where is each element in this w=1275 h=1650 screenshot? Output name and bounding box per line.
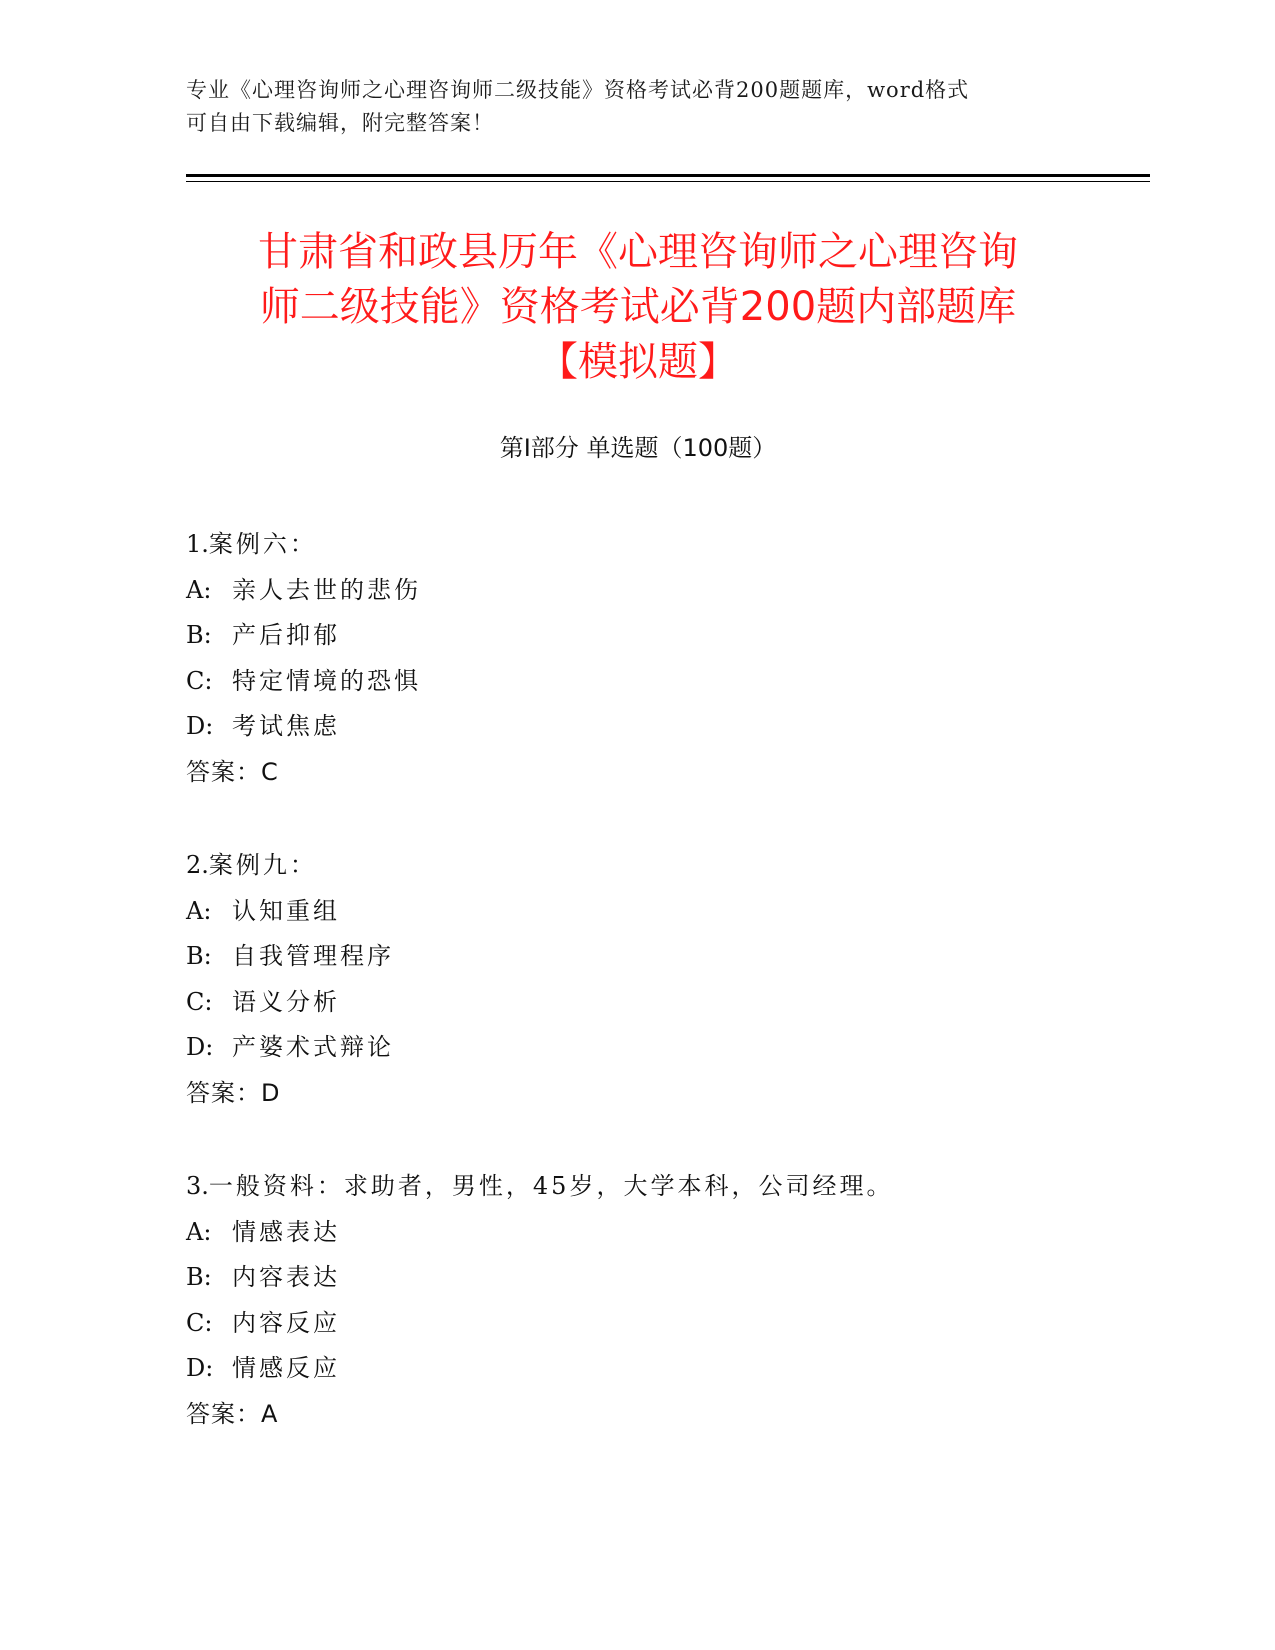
option-d	[186, 1027, 1150, 1073]
option-key: A:	[186, 1217, 212, 1246]
document-title-line-2: 师二级技能》资格考试必背200题内部题库	[259, 284, 1017, 330]
option-key: D:	[186, 712, 214, 740]
option-c	[186, 982, 1150, 1028]
option-text: 亲人去世的悲伤	[232, 575, 421, 604]
option-text: 认知重组	[232, 896, 340, 925]
option-text: 情感表达	[232, 1217, 340, 1246]
option-c	[186, 661, 1150, 707]
option-text: 情感反应	[232, 1354, 340, 1382]
answer: 答案：D	[186, 1078, 281, 1107]
header-note	[186, 74, 1066, 140]
option-key: B:	[186, 621, 212, 649]
option-a	[186, 1212, 1150, 1258]
document-title	[186, 225, 1090, 390]
option-a	[186, 570, 1150, 616]
question-stem-text: 一般资料：求助者，男性，45岁，大学本科，公司经理。	[208, 1172, 894, 1200]
section-heading: 第I部分 单选题（100题）	[499, 434, 777, 462]
question-list	[186, 524, 1150, 1487]
option-text: 产后抑郁	[232, 621, 340, 649]
document-title-line-3: 【模拟题】	[538, 339, 738, 385]
header-rule-thin	[186, 181, 1150, 182]
option-key: C:	[186, 666, 213, 695]
question-number: 1.	[186, 530, 209, 558]
option-text: 自我管理程序	[232, 942, 394, 970]
header-note-line-2: 可自由下载编辑，附完整答案！	[186, 111, 494, 135]
option-key: C:	[186, 1308, 213, 1337]
question-stem	[186, 845, 1150, 891]
option-key: B:	[186, 942, 212, 970]
option-key: B:	[186, 1263, 212, 1291]
option-text: 产婆术式辩论	[232, 1033, 394, 1061]
option-key: A:	[186, 896, 212, 925]
question-stem-text: 案例六：	[208, 530, 317, 558]
option-d	[186, 706, 1150, 752]
answer: 答案：A	[186, 1399, 279, 1428]
header-note-line-1: 专业《心理咨询师之心理咨询师二级技能》资格考试必背200题题库，word格式	[186, 78, 970, 102]
option-b	[186, 936, 1150, 982]
option-text: 内容表达	[232, 1263, 340, 1291]
question-2	[186, 845, 1150, 1166]
option-text: 语义分析	[232, 987, 340, 1016]
option-d	[186, 1348, 1150, 1394]
option-key: D:	[186, 1354, 214, 1382]
option-b	[186, 615, 1150, 661]
option-text: 考试焦虑	[232, 712, 340, 740]
option-text: 特定情境的恐惧	[232, 666, 421, 695]
option-key: D:	[186, 1033, 214, 1061]
option-text: 内容反应	[232, 1308, 340, 1337]
question-number: 2.	[186, 851, 209, 879]
question-stem-text: 案例九：	[208, 851, 317, 879]
question-1	[186, 524, 1150, 845]
header-rule-thick	[186, 174, 1150, 177]
option-a	[186, 891, 1150, 937]
option-c	[186, 1303, 1150, 1349]
answer: 答案：C	[186, 757, 279, 786]
question-stem	[186, 524, 1150, 570]
question-number: 3.	[186, 1172, 209, 1200]
document-title-line-1: 甘肃省和政县历年《心理咨询师之心理咨询	[258, 229, 1018, 275]
question-stem	[186, 1166, 1150, 1212]
question-3	[186, 1166, 1150, 1487]
option-b	[186, 1257, 1150, 1303]
option-key: A:	[186, 575, 212, 604]
option-key: C:	[186, 987, 213, 1016]
